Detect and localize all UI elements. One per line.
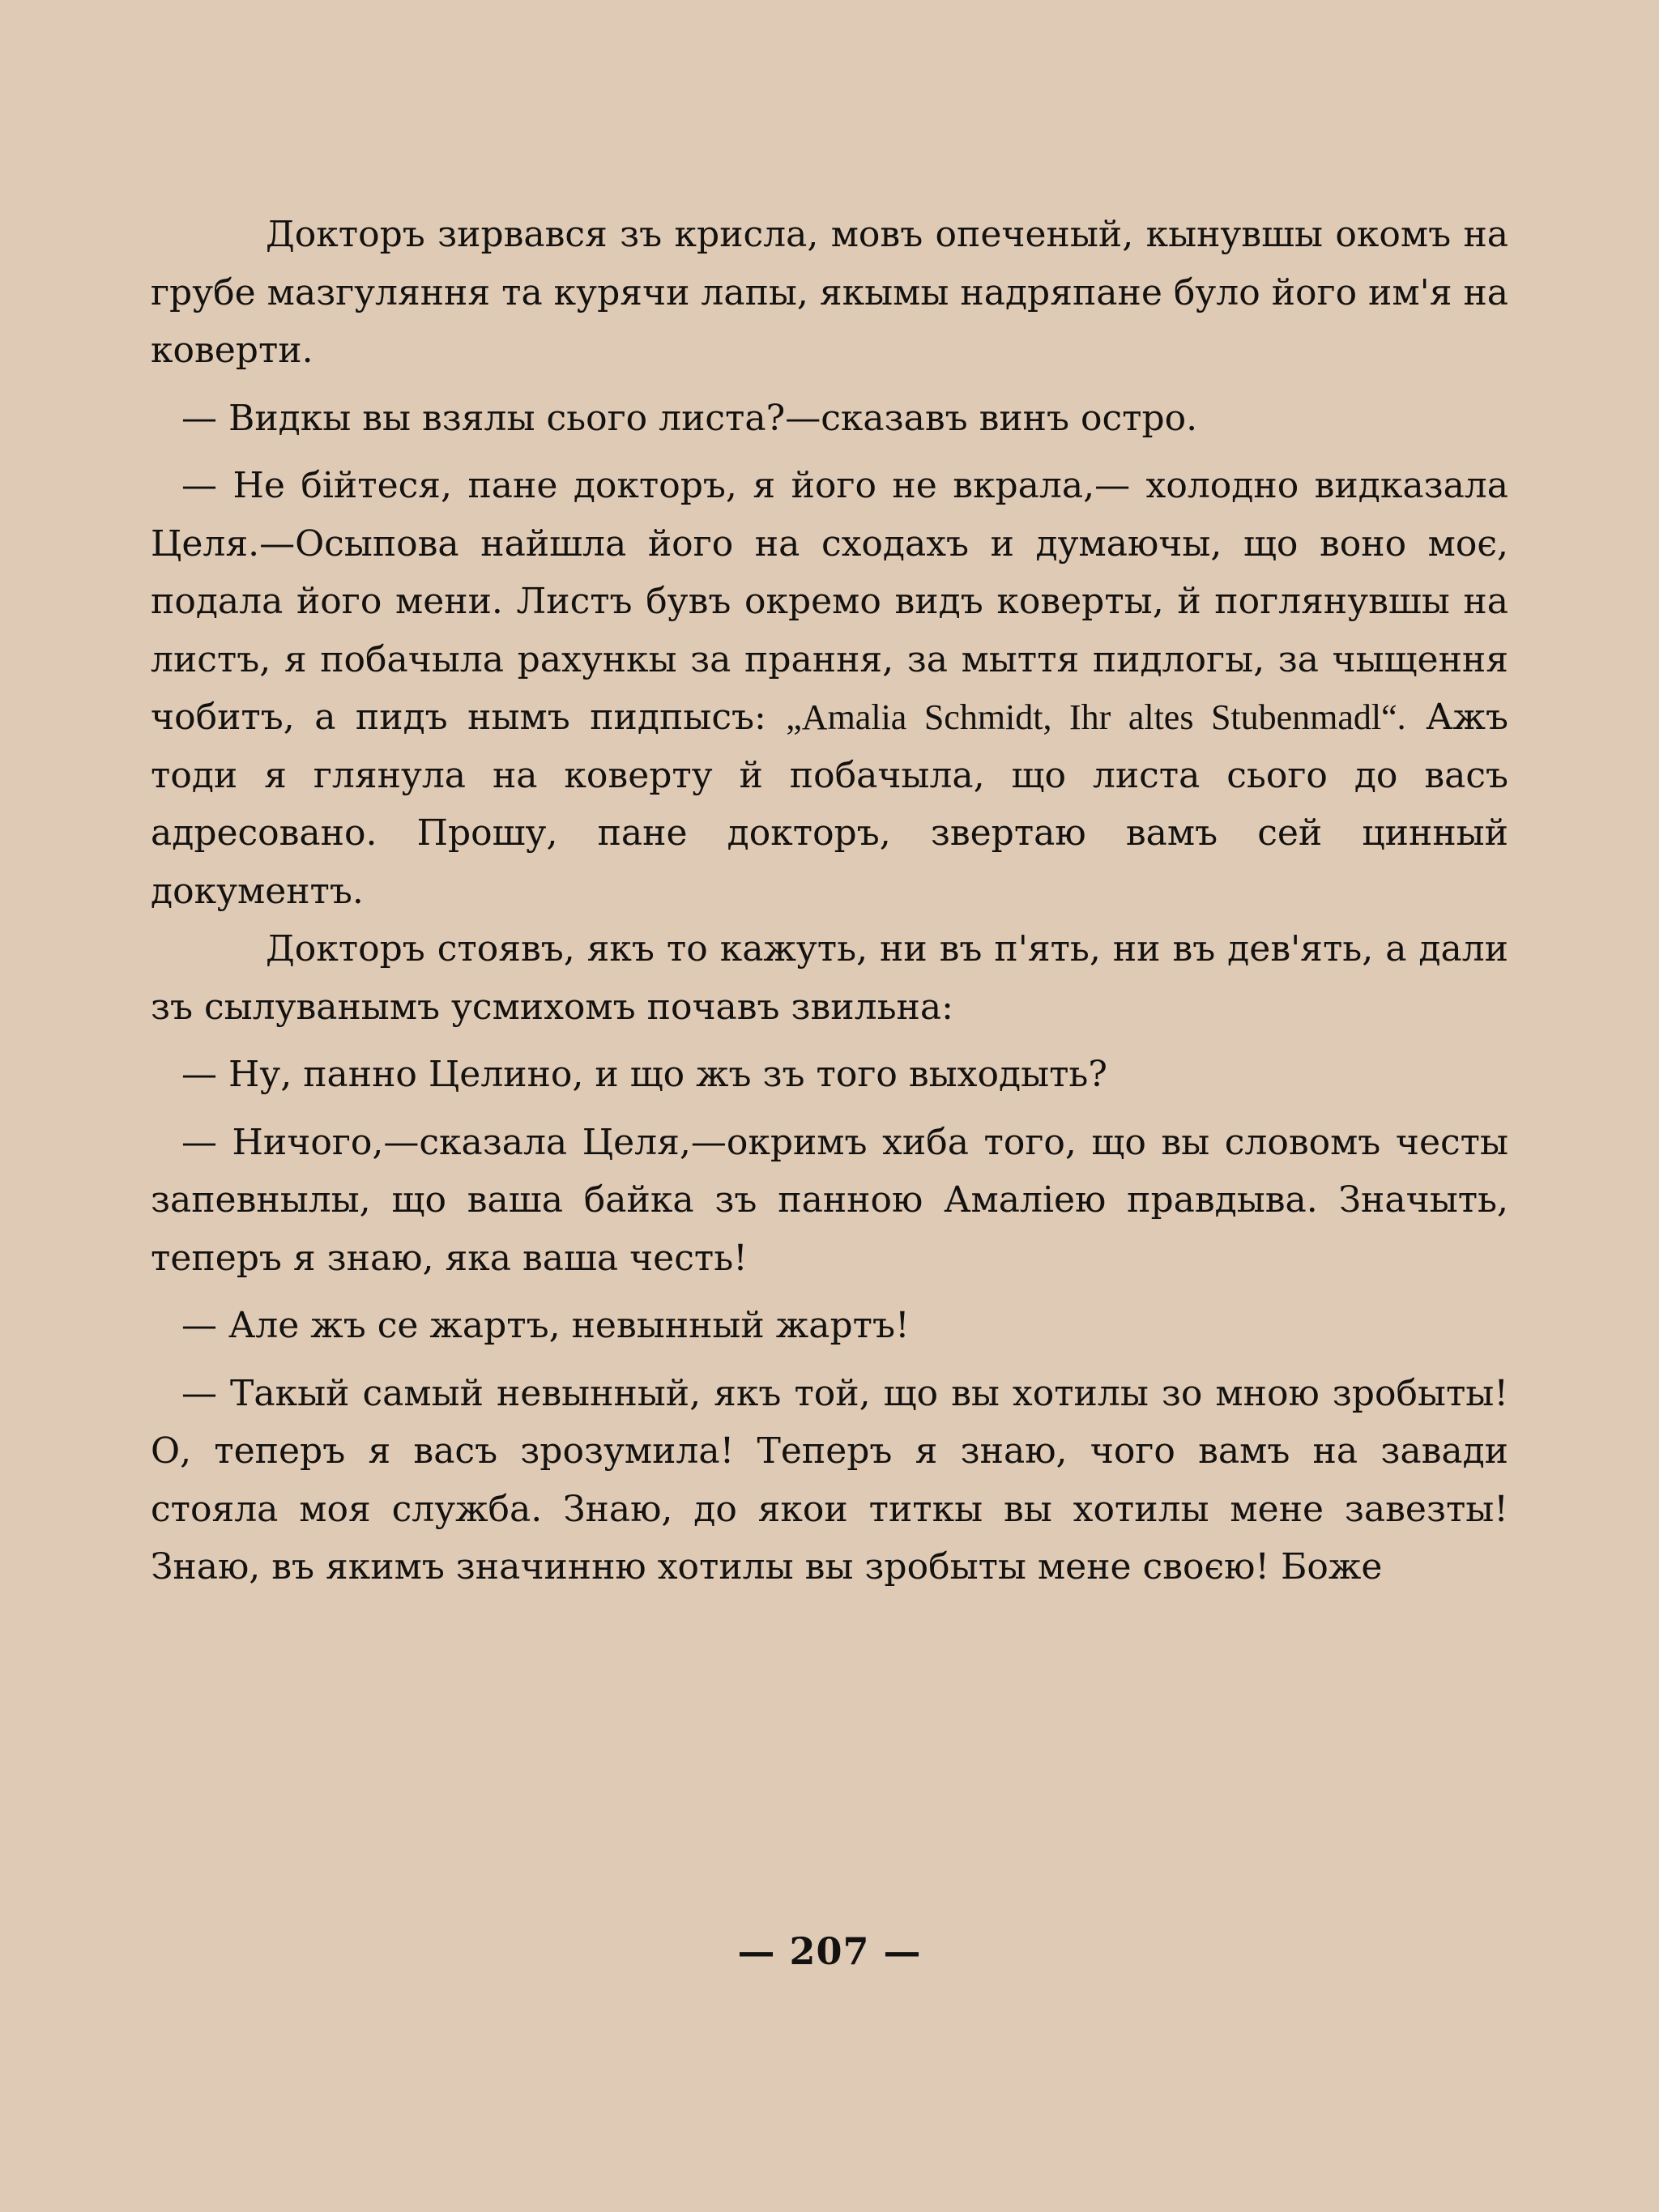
page-text [151, 206, 1508, 1596]
paragraph-not-stolen [151, 457, 1508, 920]
paragraph-what-follows: — Ну, панно Целино, и що жъ зъ того выходыть? [181, 1054, 1107, 1095]
page-number: — 207 — [737, 1929, 922, 1973]
paragraph-doctor-stood: Докторъ стоявъ, якъ то кажуть, ни въ п'ять, ни въ дев'ять, а дали зъ сылуванымъ усмихомъ почавъ звильна: [151, 928, 1508, 1028]
paragraph-doctor-jumped: Докторъ зирвався зъ крисла, мовъ опеченый, кынувшы окомъ на грубе мазгуляння та курячи лапы, якымы надряпане було його им'я на коверти. [151, 214, 1508, 371]
paragraph-nothing: — Ничого,—сказала Целя,—окримъ хиба того, що вы словомъ честы запевнылы, що ваша байка зъ панною Амаліею правдыва. Значыть, теперъ я знаю, яка ваша честь! [151, 1121, 1508, 1279]
paragraph-not-stolen-text: — Не бійтеся, пане докторъ, я його не вкрала,— холодно видказала Целя.—Осыпова найшла його на сходахъ и думаючы, що воно моє, подала його мени. Листъ бувъ окремо видъ коверты, й поглянувшы на листъ, я побачыла рахункы за прання, за мыття пидлогы, за чыщення чобитъ, а пидъ нымъ пидпысъ: [151, 465, 1508, 738]
paragraph-same-innocent: — Такый самый невынный, якъ той, що вы хотилы зо мною зробыты! О, теперъ я васъ зрозумила! Теперъ я знаю, чого вамъ на завади стояла моя служба. Знаю, до якои титкы вы хотилы мене завезты! Знаю, въ якимъ значинню хотилы вы зробыты мене своєю! Боже [151, 1372, 1508, 1588]
paragraph-not-stolen-end: Ажъ тоди я глянула на коверту й побачыла, що листа сього до васъ адресовано. Прошу, пане докторъ, звертаю вамъ сей цинный документъ. [151, 697, 1508, 912]
paragraph-where-letter: — Видкы вы взялы сього листа?—сказавъ винъ остро. [181, 397, 1198, 439]
paragraph-joke: — Але жъ се жартъ, невынный жартъ! [181, 1305, 910, 1346]
signature-quote: „Amalia Schmidt, Ihr altes Stubenmadl“. [786, 697, 1406, 737]
